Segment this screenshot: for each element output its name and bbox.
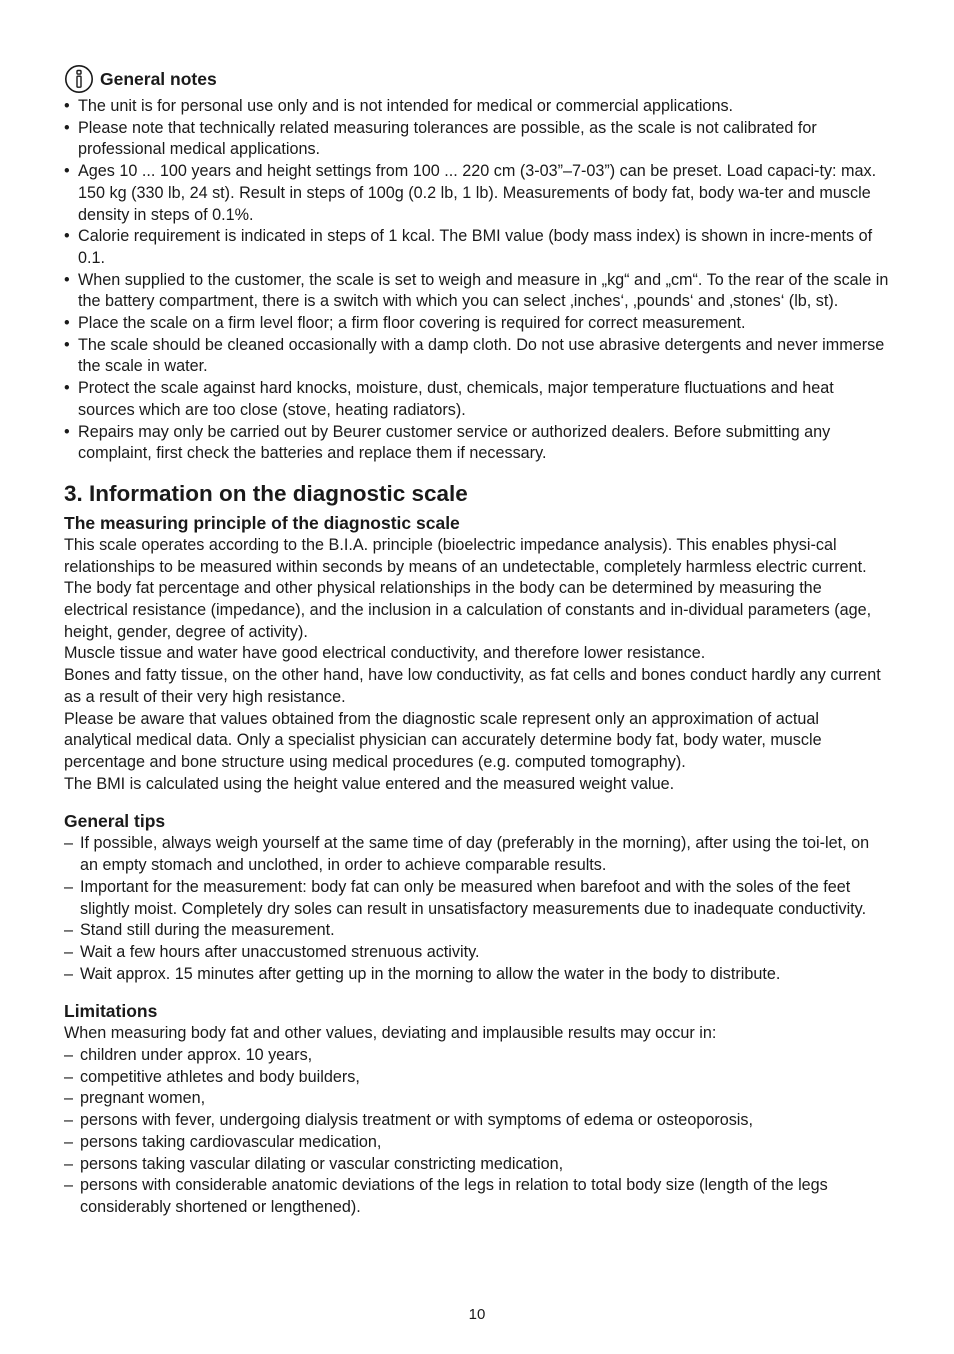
principle-paragraph: Muscle tissue and water have good electrical conductivity, and therefore lower resistance. (64, 644, 706, 663)
list-item: • When supplied to the customer, the scale is set to weigh and measure in „kg“ and „cm“. To the rear of the scale in the battery compartment, there is a switch with which you can select ‚inches‘, ‚pounds‘ and ‚stones‘ (lb, st). (64, 270, 889, 311)
list-item: – Wait approx. 15 minutes after getting up in the morning to allow the water in the body to distribute. (64, 964, 781, 983)
general-notes-list (64, 96, 890, 465)
page-number: 10 (468, 1306, 486, 1323)
list-item: – Wait a few hours after unaccustomed strenuous activity. (64, 942, 480, 961)
list-item: • Calorie requirement is indicated in steps of 1 kcal. The BMI value (body mass index) is shown in incre-ments of 0.1. (64, 227, 873, 267)
list-item: – children under approx. 10 years, (64, 1046, 313, 1065)
limitations-list (64, 1045, 890, 1219)
principle-heading: The measuring principle of the diagnostic scale (64, 512, 460, 533)
list-item: – persons with considerable anatomic deviations of the legs in relation to total body size (length of the legs considerably shortened or lengthened). (64, 1176, 828, 1216)
list-item: – Important for the measurement: body fat can only be measured when barefoot and with the soles of the feet slightly moist. Completely dry soles can result in unsatisfactory measurements due to inadequate conductivity. (64, 877, 867, 918)
list-item: – persons taking vascular dilating or vascular constricting medication, (64, 1154, 564, 1173)
list-item: • Protect the scale against hard knocks, moisture, dust, chemicals, major temperature fluctuations and heat sources which are too close (stove, heating radiators). (64, 379, 834, 419)
general-notes-title: General notes (100, 68, 217, 89)
list-item: – pregnant women, (64, 1089, 206, 1108)
info-icon (64, 64, 94, 94)
list-item: – persons with fever, undergoing dialysis treatment or with symptoms of edema or osteoporosis, (64, 1111, 753, 1130)
list-item: – Stand still during the measurement. (64, 921, 335, 940)
list-item: • The unit is for personal use only and is not intended for medical or commercial applications. (64, 97, 734, 115)
general-notes-header (64, 62, 890, 96)
section-title: 3. Information on the diagnostic scale (64, 480, 468, 506)
principle-paragraph: Bones and fatty tissue, on the other hand, have low conductivity, as fat cells and bones conduct hardly any current as a result of their very high resistance. (64, 666, 881, 706)
limitations-intro: When measuring body fat and other values, deviating and implausible results may occur in: (64, 1024, 717, 1043)
list-item: • Place the scale on a firm level floor; a firm floor covering is required for correct measurement. (64, 314, 746, 333)
list-item: • The scale should be cleaned occasionally with a damp cloth. Do not use abrasive detergents and never immerse the scale in water. (64, 335, 885, 376)
principle-paragraph: This scale operates according to the B.I.A. principle (bioelectric impedance analysis). This enables physi-cal relationships to be measured within seconds by means of an undetectable, completely harmless electric current. The body fat percentage and other physical relationships in the body can be determined by measuring the electrical resistance (impedance), and the inclusion in a calculation of constants and in-dividual parameters (age, height, gender, degree of activity). (64, 535, 872, 641)
limitations-heading: Limitations (64, 1001, 158, 1022)
list-item: – persons taking cardiovascular medication, (64, 1132, 382, 1151)
tips-heading: General tips (64, 811, 166, 832)
list-item: • Please note that technically related measuring tolerances are possible, as the scale is not calibrated for professional medical applications. (64, 118, 817, 159)
list-item: • Ages 10 ... 100 years and height settings from 100 ... 220 cm (3-03”–7-03”) can be preset. Load capaci-ty: max. 150 kg (330 lb, 24 st). Result in steps of 100g (0.2 lb, 1 lb). Measurements of body fat, body wa-ter and muscle density in steps of 0.1%. (64, 162, 877, 224)
list-item: • Repairs may only be carried out by Beurer customer service or authorized dealers. Before submitting any complaint, first check the batteries and replace them if necessary. (64, 422, 831, 463)
page-content (64, 62, 890, 1219)
principle-paragraph: Please be aware that values obtained from the diagnostic scale represent only an approximation of actual analytical medical data. Only a specialist physician can accurately determine body fat, body water, muscle percentage and bone structure using medical procedures (e.g. computed tomography). (64, 709, 822, 771)
list-item: – If possible, always weigh yourself at the same time of day (preferably in the morning), after using the toi-let, on an empty stomach and unclothed, in order to achieve comparable results. (64, 834, 870, 875)
list-item: – competitive athletes and body builders, (64, 1067, 360, 1086)
principle-paragraph: The BMI is calculated using the height value entered and the measured weight value. (64, 774, 675, 793)
tips-list (64, 833, 890, 985)
